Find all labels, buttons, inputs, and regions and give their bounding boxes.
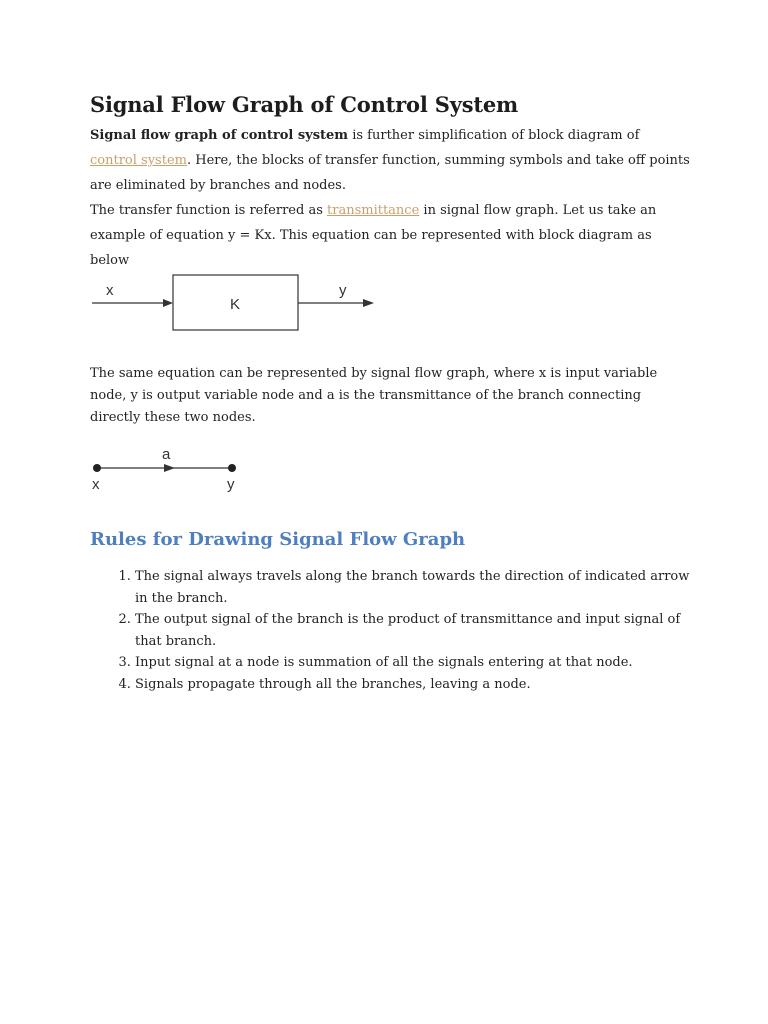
control-system-link[interactable]: control system xyxy=(90,153,187,168)
para2-text-2: in signal flow graph. Let us take an example of equation y = Kx. This equation can be represented with block diagram as below xyxy=(90,203,657,268)
intro-text: is further simplification of block diagram of xyxy=(348,128,640,143)
node-out-label: y xyxy=(227,476,235,493)
page-title: Signal Flow Graph of Control System xyxy=(90,92,519,117)
output-node xyxy=(228,464,236,472)
intro-paragraph xyxy=(90,123,690,198)
input-label: x xyxy=(106,282,114,299)
branch-label: a xyxy=(162,447,171,463)
branch-arrowhead xyxy=(164,464,175,472)
block-diagram xyxy=(90,273,690,363)
node-in-label: x xyxy=(92,476,100,493)
input-node xyxy=(93,464,101,472)
output-arrowhead xyxy=(363,299,374,307)
rule-item: 2. The output signal of the branch is the product of transmittance and input signal of that branch. xyxy=(135,609,690,652)
block-label: K xyxy=(230,296,241,313)
transmittance-link[interactable]: transmittance xyxy=(327,203,420,218)
input-arrowhead xyxy=(163,299,173,307)
signal-flow-graph xyxy=(90,447,690,503)
sfg-svg xyxy=(90,447,290,503)
transfer-function-paragraph xyxy=(90,198,690,273)
rule-item: 3. Input signal at a node is summation of all the signals entering at that node. xyxy=(135,652,690,674)
rule-item: 1. The signal always travels along the branch towards the direction of indicated arrow in the branch. xyxy=(135,566,690,609)
para2-text: The transfer function is referred as xyxy=(90,203,328,218)
block-diagram-svg xyxy=(90,273,410,353)
sfg-paragraph: The same equation can be represented by signal flow graph, where x is input variable node, y is output variable node and a is the transmittance of the branch connecting directly these two nodes. xyxy=(90,366,658,425)
rules-list xyxy=(90,566,690,695)
document-page xyxy=(90,92,690,695)
intro-bold-term: Signal flow graph of control system xyxy=(90,128,349,143)
rules-heading: Rules for Drawing Signal Flow Graph xyxy=(90,529,466,550)
intro-text-2: . Here, the blocks of transfer function, summing symbols and take off points are eliminated by branches and nodes. xyxy=(90,153,690,193)
rule-item: 4. Signals propagate through all the branches, leaving a node. xyxy=(135,674,690,696)
output-label: y xyxy=(339,282,347,299)
